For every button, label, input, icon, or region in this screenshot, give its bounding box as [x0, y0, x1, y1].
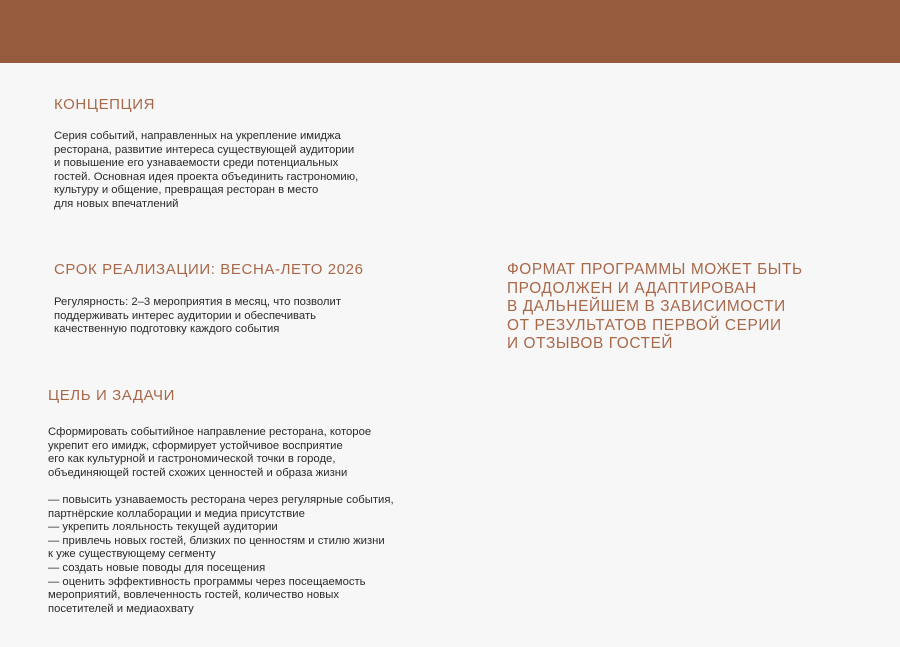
header-bar [0, 0, 900, 63]
goals-heading: ЦЕЛЬ И ЗАДАЧИ [48, 387, 176, 404]
goals-task-list: — повысить узнаваемость ресторана через регулярные события, партнёрские коллаборации и медиа присутствие — укрепить лояльность текущей аудитории — привлечь новых гостей, близких по ценностям и стилю жизни к уже существующему сегменту — создать новые поводы для посещения — оценить эффективность программы через посещаемость мероприятий, вовлеченность гостей, количество новых посетителей и медиаохвату [48, 494, 394, 615]
timeline-text: Регулярность: 2–3 мероприятия в месяц, что позволит поддерживать интерес аудитории и обеспечивать качественную подготовку каждого события [54, 296, 342, 336]
format-note: ФОРМАТ ПРОГРАММЫ МОЖЕТ БЫТЬ ПРОДОЛЖЕН И АДАПТИРОВАН В ДАЛЬНЕЙШЕМ В ЗАВИСИМОСТИ ОТ РЕЗУЛЬТАТОВ ПЕРВОЙ СЕРИИ И ОТЗЫВОВ ГОСТЕЙ [507, 261, 803, 353]
timeline-heading: СРОК РЕАЛИЗАЦИИ: ВЕСНА-ЛЕТО 2026 [54, 261, 364, 278]
concept-text: Серия событий, направленных на укрепление имиджа ресторана, развитие интереса существующей аудитории и повышение его узнаваемости среди потенциальных гостей. Основная идея проекта объединить гастрономию, культуру и общение, превращая ресторан в место для новых впечатлений [54, 130, 359, 210]
concept-heading: КОНЦЕПЦИЯ [54, 96, 156, 113]
goals-intro: Сформировать событийное направление ресторана, которое укрепит его имидж, сформирует устойчивое восприятие его как культурной и гастрономической точки в городе, объединяющей гостей схожих ценностей и образа жизни [48, 426, 372, 479]
